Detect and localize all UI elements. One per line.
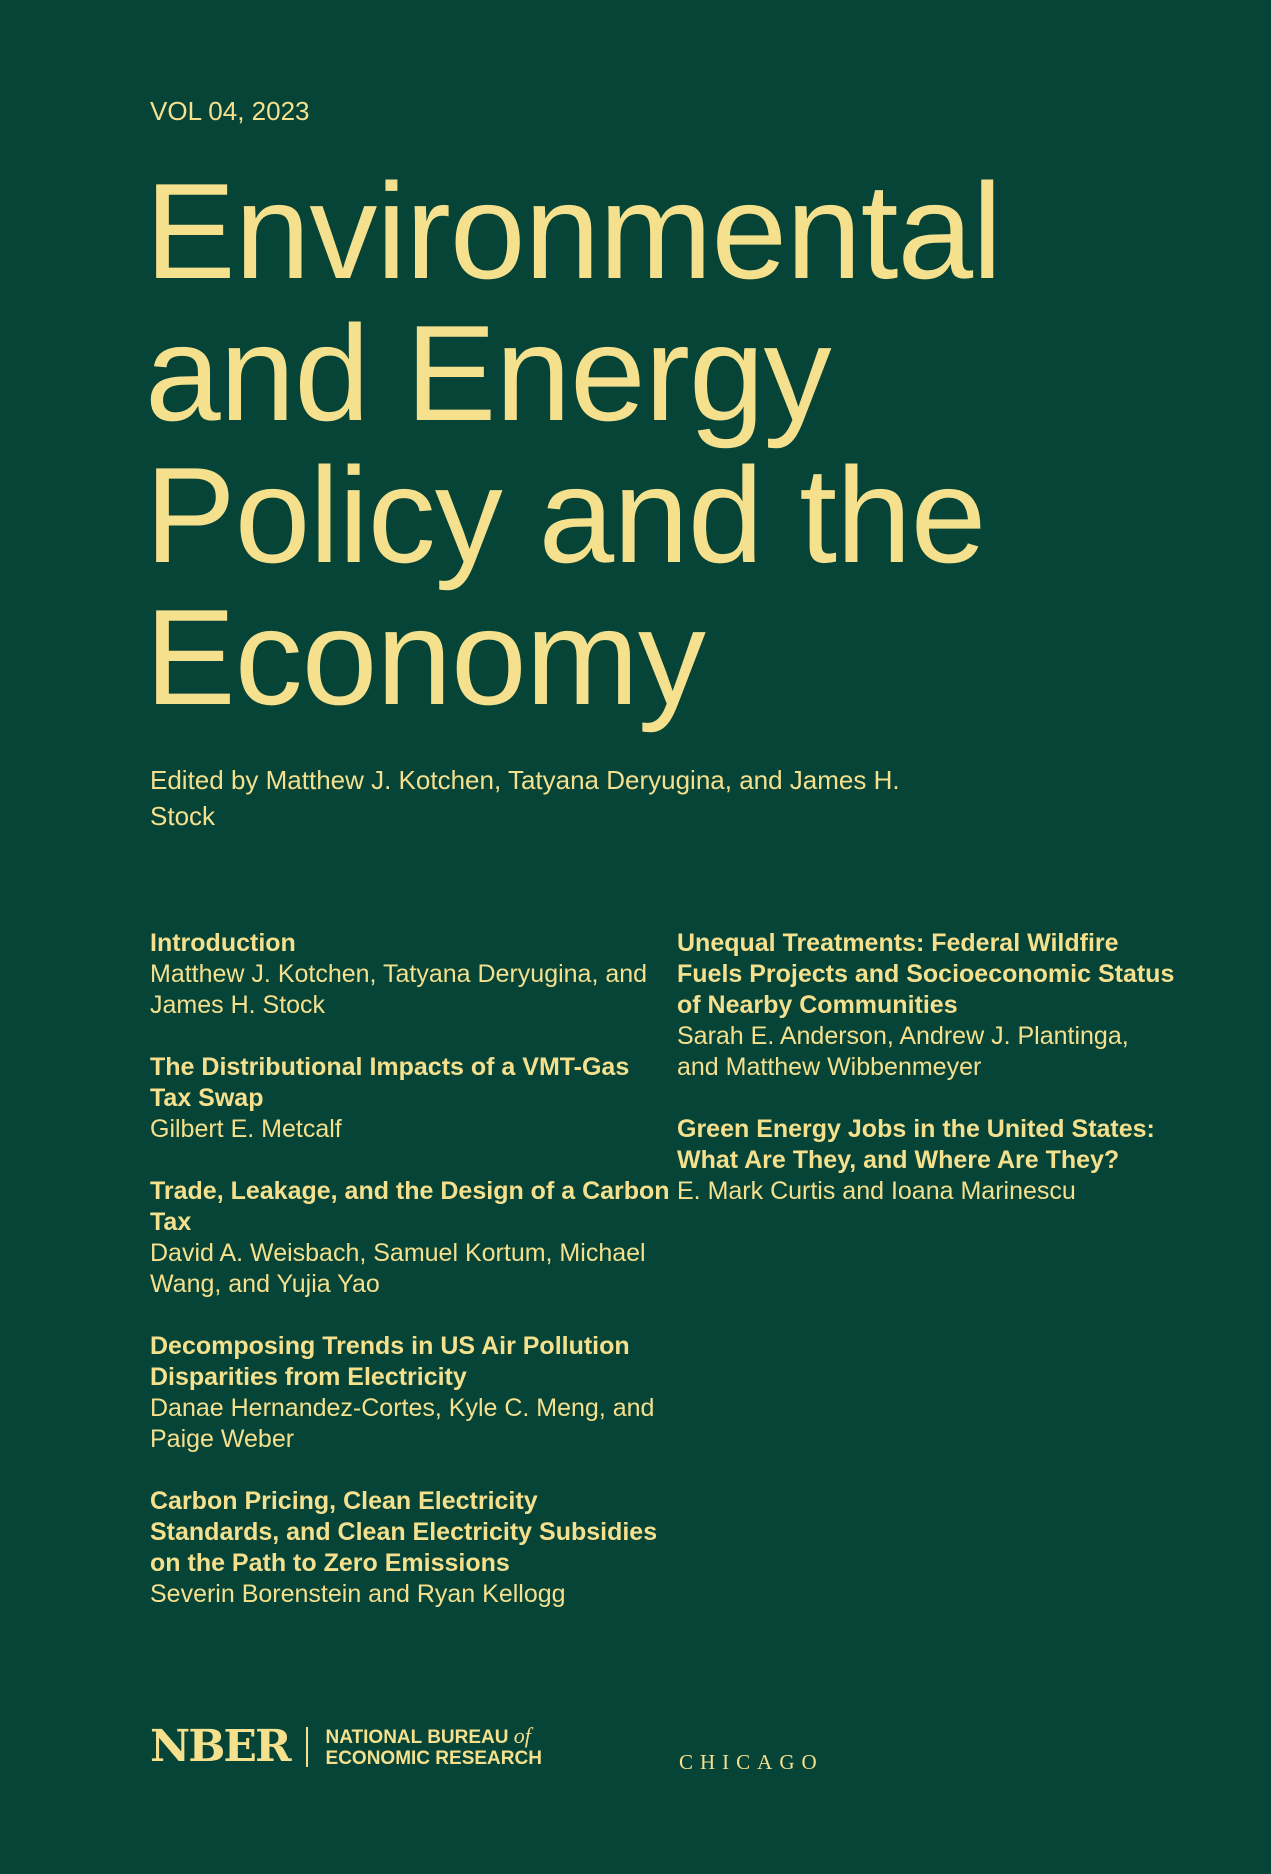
title-line: Policy and the [145,439,986,591]
bureau-line-2: ECONOMIC RESEARCH [325,1748,542,1769]
entry-title: Green Energy Jobs in the United States: What Are They, and Where Are They? [677,1115,1155,1174]
contents-entry [150,928,670,1021]
title-line: Environmental [145,155,1002,307]
book-title [145,155,1002,733]
contents-entry [150,1486,670,1610]
entry-authors: Gilbert E. Metcalf [150,1115,342,1143]
entry-title: Unequal Treatments: Federal Wildfire Fuels Projects and Socioeconomic Status of Nearby Communities [677,929,1175,1019]
contents-entry [150,1176,670,1300]
entry-title: Decomposing Trends in US Air Pollution Disparities from Electricity [150,1332,630,1391]
entry-title: Carbon Pricing, Clean Electricity Standards, and Clean Electricity Subsidies on the Path to Zero Emissions [150,1487,658,1577]
editors-line: Edited by Matthew J. Kotchen, Tatyana Deryugina, and James H. Stock [150,765,900,831]
contents-right-column [677,928,1177,1238]
contents-entry [677,1114,1177,1207]
contents-entry [150,1331,670,1455]
title-line: Economy [145,581,705,733]
entry-authors: E. Mark Curtis and Ioana Marinescu [677,1177,1076,1205]
entry-authors: Severin Borenstein and Ryan Kellogg [150,1580,566,1608]
entry-authors: Sarah E. Anderson, Andrew J. Plantinga, and Matthew Wibbenmeyer [677,1022,1129,1081]
contents-entry [677,928,1177,1083]
bureau-name [326,1725,542,1769]
contents-entry [150,1052,670,1145]
entry-authors: Matthew J. Kotchen, Tatyana Deryugina, and James H. Stock [150,960,648,1019]
entry-title: Introduction [150,929,296,957]
logo-divider [306,1727,308,1767]
publisher-name: CHICAGO [679,1750,824,1774]
volume-label: VOL 04, 2023 [150,96,310,126]
nber-wordmark: NBER [150,1721,290,1772]
bureau-line-1: NATIONAL BUREAU [325,1727,509,1748]
entry-authors: Danae Hernandez-Cortes, Kyle C. Meng, and Paige Weber [150,1394,655,1453]
nber-logo [150,1722,542,1772]
title-line: and Energy [145,297,831,449]
contents-left-column [150,928,670,1641]
entry-authors: David A. Weisbach, Samuel Kortum, Michael Wang, and Yujia Yao [150,1239,646,1298]
entry-title: Trade, Leakage, and the Design of a Carbon Tax [150,1177,670,1236]
entry-title: The Distributional Impacts of a VMT-Gas Tax Swap [150,1053,630,1112]
bureau-of: of [513,1723,531,1748]
